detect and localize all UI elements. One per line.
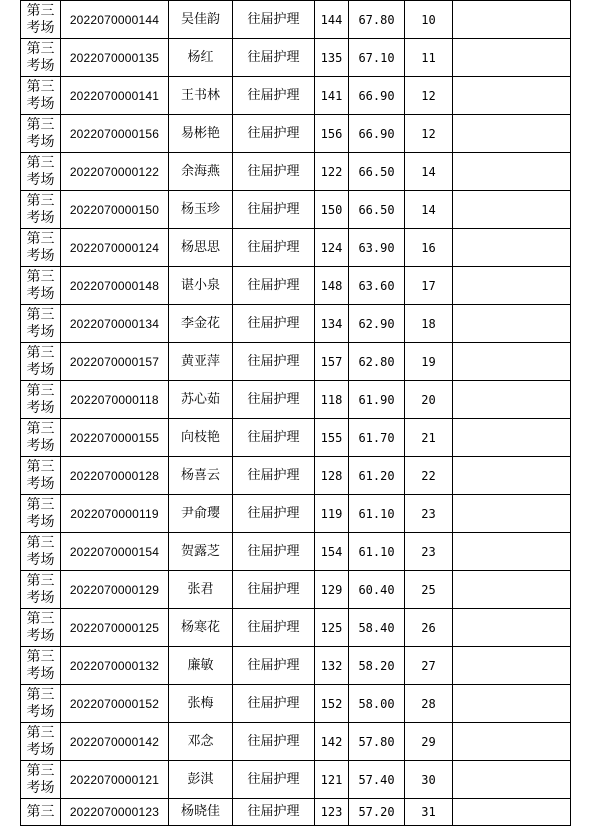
venue-cell: 第三考场	[21, 495, 61, 533]
venue-cell: 第三考场	[21, 723, 61, 761]
venue-cell: 第三考场	[21, 191, 61, 229]
rank-cell: 30	[405, 761, 453, 799]
seat-number-cell: 150	[315, 191, 349, 229]
category-cell: 往届护理	[233, 799, 315, 826]
remarks-cell	[453, 571, 571, 609]
seat-number-cell: 132	[315, 647, 349, 685]
candidate-id-cell: 2022070000142	[61, 723, 169, 761]
candidate-id-cell: 2022070000156	[61, 115, 169, 153]
table-row	[21, 229, 571, 267]
rank-cell: 25	[405, 571, 453, 609]
rank-cell: 29	[405, 723, 453, 761]
category-cell: 往届护理	[233, 39, 315, 77]
candidate-name-cell: 王书林	[169, 77, 233, 115]
remarks-cell	[453, 115, 571, 153]
category-cell: 往届护理	[233, 533, 315, 571]
category-cell: 往届护理	[233, 571, 315, 609]
score-cell: 58.20	[349, 647, 405, 685]
score-cell: 63.60	[349, 267, 405, 305]
candidate-name-cell: 杨寒花	[169, 609, 233, 647]
venue-cell: 第三考场	[21, 685, 61, 723]
remarks-cell	[453, 77, 571, 115]
candidate-name-cell: 李金花	[169, 305, 233, 343]
rank-cell: 12	[405, 115, 453, 153]
table-row	[21, 609, 571, 647]
remarks-cell	[453, 685, 571, 723]
remarks-cell	[453, 381, 571, 419]
remarks-cell	[453, 343, 571, 381]
rank-cell: 14	[405, 191, 453, 229]
score-cell: 66.90	[349, 115, 405, 153]
rank-cell: 28	[405, 685, 453, 723]
category-cell: 往届护理	[233, 457, 315, 495]
remarks-cell	[453, 191, 571, 229]
candidate-name-cell: 邓念	[169, 723, 233, 761]
score-cell: 61.70	[349, 419, 405, 457]
category-cell: 往届护理	[233, 761, 315, 799]
category-cell: 往届护理	[233, 1, 315, 39]
seat-number-cell: 141	[315, 77, 349, 115]
table-row	[21, 153, 571, 191]
category-cell: 往届护理	[233, 419, 315, 457]
candidate-name-cell: 廉敏	[169, 647, 233, 685]
rank-cell: 26	[405, 609, 453, 647]
remarks-cell	[453, 609, 571, 647]
score-cell: 66.50	[349, 153, 405, 191]
score-cell: 58.40	[349, 609, 405, 647]
score-cell: 61.90	[349, 381, 405, 419]
rank-cell: 21	[405, 419, 453, 457]
venue-cell: 第三	[21, 799, 61, 826]
table-row	[21, 343, 571, 381]
venue-cell: 第三考场	[21, 305, 61, 343]
rank-cell: 14	[405, 153, 453, 191]
rank-cell: 12	[405, 77, 453, 115]
category-cell: 往届护理	[233, 77, 315, 115]
rank-cell: 27	[405, 647, 453, 685]
category-cell: 往届护理	[233, 191, 315, 229]
score-cell: 57.20	[349, 799, 405, 826]
table-row	[21, 799, 571, 826]
seat-number-cell: 124	[315, 229, 349, 267]
seat-number-cell: 144	[315, 1, 349, 39]
seat-number-cell: 155	[315, 419, 349, 457]
remarks-cell	[453, 39, 571, 77]
seat-number-cell: 142	[315, 723, 349, 761]
score-cell: 61.20	[349, 457, 405, 495]
category-cell: 往届护理	[233, 609, 315, 647]
table-row	[21, 533, 571, 571]
rank-cell: 23	[405, 533, 453, 571]
table-row	[21, 457, 571, 495]
venue-cell: 第三考场	[21, 533, 61, 571]
seat-number-cell: 156	[315, 115, 349, 153]
category-cell: 往届护理	[233, 153, 315, 191]
table-row	[21, 39, 571, 77]
candidate-name-cell: 杨晓佳	[169, 799, 233, 826]
candidate-name-cell: 贺露芝	[169, 533, 233, 571]
table-row	[21, 77, 571, 115]
candidate-id-cell: 2022070000129	[61, 571, 169, 609]
venue-cell: 第三考场	[21, 571, 61, 609]
venue-cell: 第三考场	[21, 267, 61, 305]
category-cell: 往届护理	[233, 647, 315, 685]
remarks-cell	[453, 419, 571, 457]
category-cell: 往届护理	[233, 343, 315, 381]
rank-cell: 23	[405, 495, 453, 533]
venue-cell: 第三考场	[21, 115, 61, 153]
candidate-id-cell: 2022070000122	[61, 153, 169, 191]
candidate-name-cell: 余海燕	[169, 153, 233, 191]
table-row	[21, 115, 571, 153]
table-row	[21, 685, 571, 723]
candidate-id-cell: 2022070000144	[61, 1, 169, 39]
candidate-name-cell: 张君	[169, 571, 233, 609]
venue-cell: 第三考场	[21, 1, 61, 39]
candidate-id-cell: 2022070000123	[61, 799, 169, 826]
seat-number-cell: 128	[315, 457, 349, 495]
table-row	[21, 495, 571, 533]
candidate-id-cell: 2022070000150	[61, 191, 169, 229]
candidate-name-cell: 吴佳韵	[169, 1, 233, 39]
table-row	[21, 381, 571, 419]
remarks-cell	[453, 761, 571, 799]
candidate-name-cell: 苏心茹	[169, 381, 233, 419]
remarks-cell	[453, 305, 571, 343]
remarks-cell	[453, 267, 571, 305]
category-cell: 往届护理	[233, 229, 315, 267]
candidate-name-cell: 张梅	[169, 685, 233, 723]
seat-number-cell: 134	[315, 305, 349, 343]
candidate-name-cell: 彭淇	[169, 761, 233, 799]
candidate-id-cell: 2022070000118	[61, 381, 169, 419]
candidate-name-cell: 杨思思	[169, 229, 233, 267]
remarks-cell	[453, 799, 571, 826]
score-cell: 66.90	[349, 77, 405, 115]
candidate-id-cell: 2022070000135	[61, 39, 169, 77]
candidate-id-cell: 2022070000121	[61, 761, 169, 799]
score-cell: 66.50	[349, 191, 405, 229]
category-cell: 往届护理	[233, 685, 315, 723]
seat-number-cell: 122	[315, 153, 349, 191]
results-table	[20, 0, 571, 826]
remarks-cell	[453, 495, 571, 533]
rank-cell: 16	[405, 229, 453, 267]
score-cell: 58.00	[349, 685, 405, 723]
candidate-id-cell: 2022070000154	[61, 533, 169, 571]
rank-cell: 22	[405, 457, 453, 495]
venue-cell: 第三考场	[21, 457, 61, 495]
score-cell: 61.10	[349, 533, 405, 571]
candidate-name-cell: 黄亚萍	[169, 343, 233, 381]
score-cell: 57.40	[349, 761, 405, 799]
category-cell: 往届护理	[233, 115, 315, 153]
score-cell: 57.80	[349, 723, 405, 761]
score-cell: 63.90	[349, 229, 405, 267]
venue-cell: 第三考场	[21, 343, 61, 381]
seat-number-cell: 119	[315, 495, 349, 533]
remarks-cell	[453, 457, 571, 495]
seat-number-cell: 118	[315, 381, 349, 419]
rank-cell: 17	[405, 267, 453, 305]
venue-cell: 第三考场	[21, 77, 61, 115]
venue-cell: 第三考场	[21, 39, 61, 77]
candidate-id-cell: 2022070000134	[61, 305, 169, 343]
candidate-id-cell: 2022070000125	[61, 609, 169, 647]
table-row	[21, 647, 571, 685]
venue-cell: 第三考场	[21, 761, 61, 799]
venue-cell: 第三考场	[21, 647, 61, 685]
candidate-name-cell: 易彬艳	[169, 115, 233, 153]
candidate-name-cell: 杨红	[169, 39, 233, 77]
seat-number-cell: 135	[315, 39, 349, 77]
candidate-name-cell: 杨玉珍	[169, 191, 233, 229]
score-cell: 67.80	[349, 1, 405, 39]
score-cell: 60.40	[349, 571, 405, 609]
candidate-id-cell: 2022070000157	[61, 343, 169, 381]
rank-cell: 18	[405, 305, 453, 343]
table-row	[21, 571, 571, 609]
score-cell: 67.10	[349, 39, 405, 77]
seat-number-cell: 121	[315, 761, 349, 799]
table-row	[21, 1, 571, 39]
category-cell: 往届护理	[233, 381, 315, 419]
category-cell: 往届护理	[233, 267, 315, 305]
table-row	[21, 723, 571, 761]
venue-cell: 第三考场	[21, 609, 61, 647]
venue-cell: 第三考场	[21, 381, 61, 419]
candidate-id-cell: 2022070000132	[61, 647, 169, 685]
venue-cell: 第三考场	[21, 419, 61, 457]
candidate-name-cell: 谌小泉	[169, 267, 233, 305]
score-cell: 62.90	[349, 305, 405, 343]
seat-number-cell: 148	[315, 267, 349, 305]
score-cell: 61.10	[349, 495, 405, 533]
remarks-cell	[453, 723, 571, 761]
candidate-id-cell: 2022070000148	[61, 267, 169, 305]
table-row	[21, 305, 571, 343]
remarks-cell	[453, 1, 571, 39]
table-row	[21, 419, 571, 457]
candidate-name-cell: 杨喜云	[169, 457, 233, 495]
rank-cell: 10	[405, 1, 453, 39]
venue-cell: 第三考场	[21, 153, 61, 191]
category-cell: 往届护理	[233, 305, 315, 343]
seat-number-cell: 129	[315, 571, 349, 609]
remarks-cell	[453, 229, 571, 267]
remarks-cell	[453, 647, 571, 685]
seat-number-cell: 123	[315, 799, 349, 826]
venue-cell: 第三考场	[21, 229, 61, 267]
seat-number-cell: 152	[315, 685, 349, 723]
seat-number-cell: 154	[315, 533, 349, 571]
seat-number-cell: 125	[315, 609, 349, 647]
score-cell: 62.80	[349, 343, 405, 381]
candidate-id-cell: 2022070000141	[61, 77, 169, 115]
candidate-name-cell: 尹俞璎	[169, 495, 233, 533]
rank-cell: 31	[405, 799, 453, 826]
candidate-id-cell: 2022070000128	[61, 457, 169, 495]
category-cell: 往届护理	[233, 495, 315, 533]
rank-cell: 19	[405, 343, 453, 381]
remarks-cell	[453, 153, 571, 191]
table-row	[21, 267, 571, 305]
candidate-id-cell: 2022070000155	[61, 419, 169, 457]
remarks-cell	[453, 533, 571, 571]
candidate-id-cell: 2022070000124	[61, 229, 169, 267]
rank-cell: 20	[405, 381, 453, 419]
seat-number-cell: 157	[315, 343, 349, 381]
category-cell: 往届护理	[233, 723, 315, 761]
candidate-id-cell: 2022070000152	[61, 685, 169, 723]
table-row	[21, 191, 571, 229]
table-row	[21, 761, 571, 799]
candidate-id-cell: 2022070000119	[61, 495, 169, 533]
candidate-name-cell: 向枝艳	[169, 419, 233, 457]
rank-cell: 11	[405, 39, 453, 77]
